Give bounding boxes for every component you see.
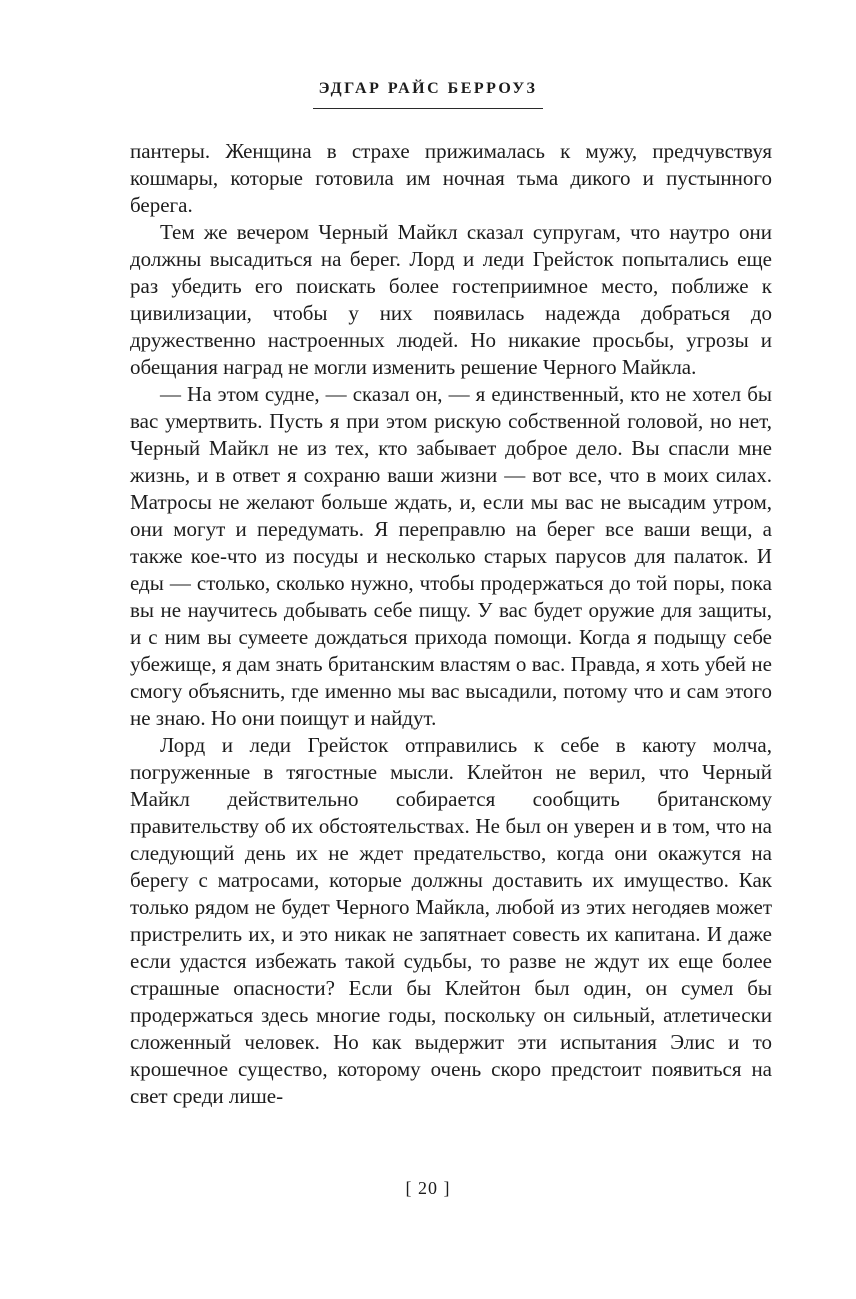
running-header-title: ЭДГАР РАЙС БЕРРОУЗ — [313, 80, 544, 109]
paragraph-dialogue: — На этом судне, — сказал он, — я единственный, кто не хотел бы вас умертвить. Пусть я при этом рискую собственной головой, но нет, Черный Майкл не из тех, кто забывает доброе дело. Вы спасли мне жизнь, и в ответ я сохраню ваши жизни — вот все, что в моих силах. Матросы не желают больше ждать, и, если мы вас не высадим утром, они могут и передумать. Я переправлю на берег все ваши вещи, а также кое-что из посуды и несколько старых парусов для палаток. И еды — столько, сколько нужно, чтобы продержаться до той поры, пока вы не научитесь добывать себе пищу. У вас будет оружие для защиты, и с ним вы сумеете дождаться прихода помощи. Когда я подыщу себе убежище, я дам знать британским властям о вас. Правда, я хоть убей не смогу объяснить, где именно мы вас высадили, потому что и сам этого не знаю. Но они поищут и найдут. — [130, 382, 772, 730]
paragraph: Лорд и леди Грейсток отправились к себе в каюту молча, погруженные в тягостные мысли. Клейтон не верил, что Черный Майкл действительно собирается сообщить британскому правительству об их обстоятельствах. Не был он уверен и в том, что на следующий день их не ждет предательство, когда они окажутся на берегу с матросами, которые должны доставить их имущество. Как только рядом не будет Черного Майкла, любой из этих негодяев может пристрелить их, и это никак не запятнает совесть их капитана. И даже если удастся избежать такой судьбы, то разве не ждут их еще более страшные опасности? Если бы Клейтон был один, он сумел бы продержаться здесь многие годы, поскольку он сильный, атлетически сложенный человек. Но как выдержит эти испытания Элис и то крошечное существо, которому очень скоро предстоит появиться на свет среди лише- — [130, 733, 772, 1108]
running-header — [0, 80, 856, 109]
page-number: [ 20 ] — [405, 1178, 451, 1198]
paragraph-continuation: пантеры. Женщина в страхе прижималась к мужу, предчувствуя кошмары, которые готовила им ночная тьма дикого и пустынного берега. — [130, 139, 772, 217]
paragraph: Тем же вечером Черный Майкл сказал супругам, что наутро они должны высадиться на берег. Лорд и леди Грейсток попытались еще раз убедить его поискать более гостеприимное место, поближе к цивилизации, чтобы у них появилась надежда добраться до дружественно настроенных людей. Но никакие просьбы, угрозы и обещания наград не могли изменить решение Черного Майкла. — [130, 220, 772, 379]
page-text-block — [130, 138, 772, 1110]
